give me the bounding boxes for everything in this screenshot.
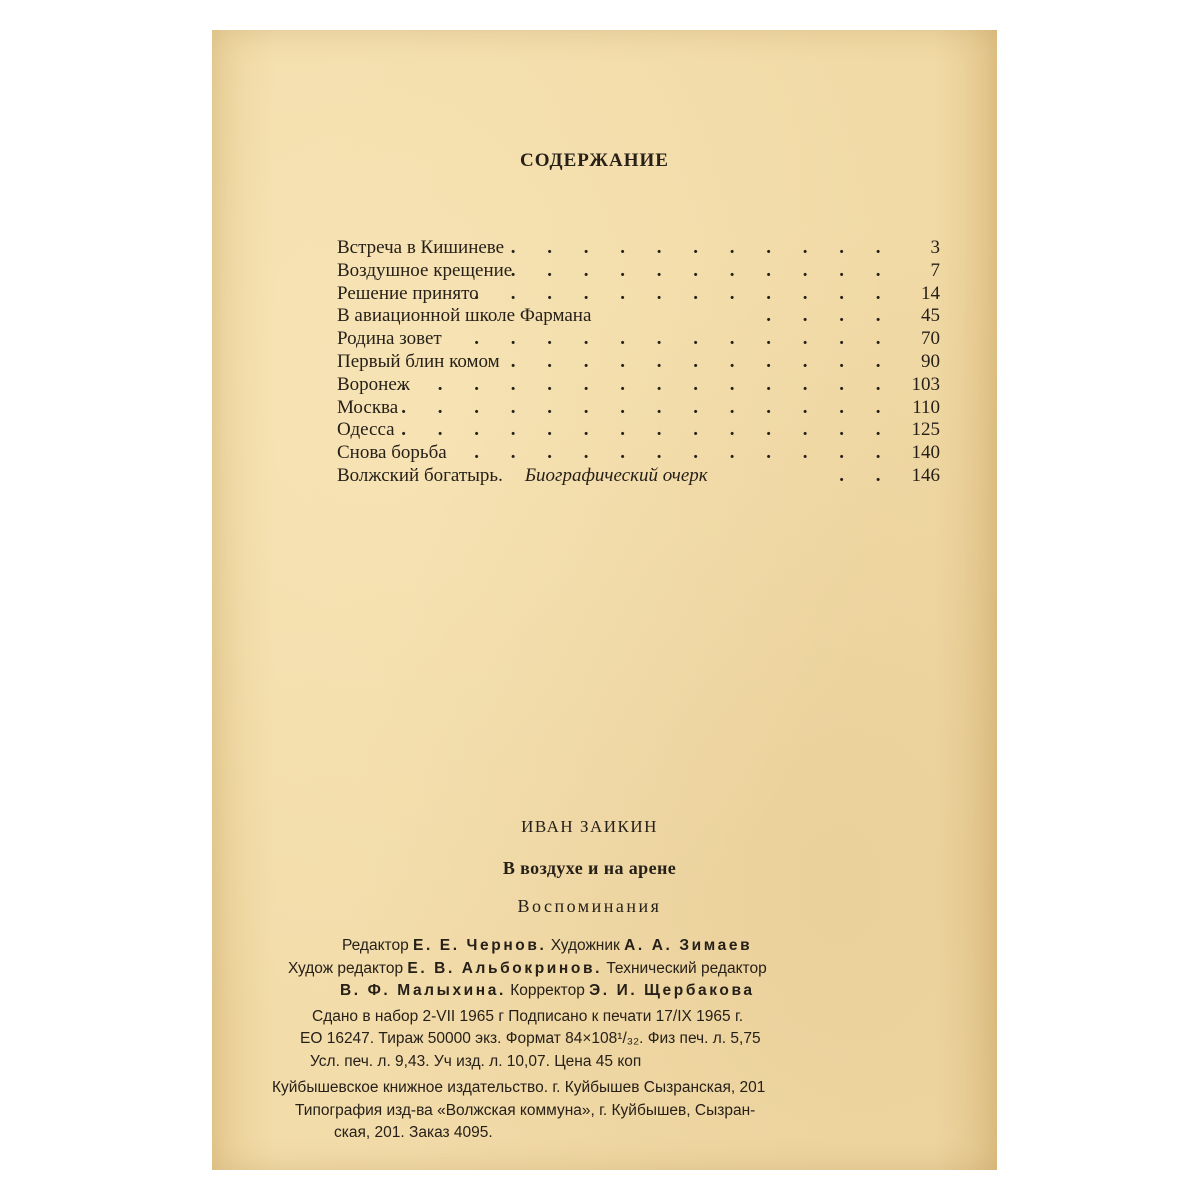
- imprint-line-publisher: Куйбышевское книжное издательство. г. Куйбышев Сызранская, 201: [272, 1079, 766, 1096]
- toc-entry: [337, 283, 940, 306]
- toc-entry-page: 146: [911, 464, 940, 486]
- imprint-line-editors: [270, 958, 982, 981]
- toc-leader-dots: . . . . . . . . . . .: [510, 237, 894, 258]
- toc-entry-page: 110: [912, 396, 940, 418]
- toc-entry-title: Москва: [337, 396, 399, 418]
- art-editor-name: Е. В. Альбокринов.: [407, 959, 602, 977]
- artist-label: Художник: [550, 937, 620, 954]
- toc-leader-dots: . . . . . . . . . . . . . .: [401, 396, 894, 418]
- toc-entry-title-group: [337, 465, 708, 488]
- art-editor-label: Худож редактор: [288, 959, 404, 977]
- toc-entry-page: 14: [921, 282, 940, 304]
- tech-editor-label: Технический редактор: [606, 959, 767, 977]
- toc-entry-title: Встреча в Кишиневе: [337, 237, 505, 258]
- toc-entry-page: 90: [921, 350, 940, 372]
- toc-entry: [337, 237, 940, 260]
- toc-leader-dots: . . . . . . . . . . . . . .: [401, 373, 894, 395]
- toc-entry-title: Волжский богатырь.: [337, 464, 503, 486]
- book-subtitle: Воспоминания: [517, 896, 662, 916]
- toc-entry-title: Воронеж: [337, 373, 410, 395]
- toc-entry-title: Воздушное крещение: [337, 259, 513, 281]
- toc-leader-dots: . . . . . . . . . . . .: [474, 328, 894, 350]
- imprint-line-printer: Типография изд-ва «Волжская коммуна», г. Куйбышев, Сызран-: [295, 1101, 756, 1119]
- toc-entry-page: 103: [911, 373, 940, 395]
- toc-title: СОДЕРЖАНИЕ: [520, 150, 669, 171]
- toc-entry-title: Родина зовет: [337, 328, 442, 350]
- toc-entry: [337, 260, 940, 283]
- toc-entry-page: 45: [921, 305, 940, 327]
- editor-name: Е. Е. Чернов.: [413, 937, 547, 954]
- table-of-contents: [337, 237, 940, 488]
- corrector-name: Э. И. Щербакова: [589, 982, 755, 999]
- editor-label: Редактор: [342, 937, 409, 954]
- toc-entry: [337, 351, 940, 374]
- toc-leader-dots: . . . . . . . . . . .: [510, 350, 894, 372]
- toc-entry-title: Снова борьба: [337, 442, 447, 464]
- toc-leader-dots: . . . .: [766, 305, 894, 327]
- toc-entry-page: 7: [930, 259, 940, 281]
- imprint-line-order: ская, 201. Заказ 4095.: [334, 1124, 493, 1141]
- toc-entry-page: 70: [921, 328, 940, 350]
- artist-name: А. А. Зимаев: [624, 937, 753, 954]
- toc-entry: [337, 328, 940, 351]
- toc-entry-title: Одесса: [337, 419, 395, 441]
- toc-entry: [337, 465, 940, 488]
- toc-entry-page: 125: [911, 419, 940, 441]
- imprint-line-price: Усл. печ. л. 9,43. Уч изд. л. 10,07. Цена 45 коп: [310, 1052, 642, 1070]
- toc-entry: [337, 419, 940, 442]
- book-page: [212, 30, 997, 1170]
- toc-leader-dots: . . . . . . . . . . . . . .: [401, 419, 894, 441]
- corrector-label: Корректор: [510, 982, 585, 999]
- toc-entry-title: Первый блин комом: [337, 350, 500, 372]
- toc-entry-page: 140: [911, 442, 940, 464]
- imprint-line-dates: Сдано в набор 2-VII 1965 г Подписано к печати 17/IX 1965 г.: [312, 1007, 744, 1025]
- toc-entry: [337, 442, 940, 465]
- toc-entry: [337, 374, 940, 397]
- imprint-block: [270, 935, 982, 1145]
- toc-entry-title: В авиационной школе Фармана: [337, 305, 592, 327]
- imprint-line-credits: [270, 935, 982, 958]
- imprint-line-corrector: [270, 980, 982, 1003]
- toc-leader-dots: . . . . . . . . . . . .: [474, 282, 894, 304]
- toc-entry-title: Решение принято: [337, 282, 479, 304]
- toc-entry: [337, 397, 940, 420]
- toc-leader-dots: . . . . . . . . . . . .: [474, 442, 894, 464]
- book-author: ИВАН ЗАИКИН: [521, 817, 658, 836]
- toc-leader-dots: . . . . . . . . . . .: [510, 259, 894, 281]
- toc-entry-page: 3: [930, 237, 940, 258]
- toc-leader-dots: . .: [839, 464, 894, 486]
- toc-entry: [337, 305, 940, 328]
- imprint-line-format: ЕО 16247. Тираж 50000 экз. Формат 84×108¹/₃₂. Физ печ. л. 5,75: [300, 1030, 761, 1047]
- toc-entry-subtitle: Биографический очерк: [524, 464, 708, 486]
- book-title: В воздухе и на арене: [502, 858, 677, 878]
- tech-editor-name: В. Ф. Малыхина.: [340, 982, 506, 999]
